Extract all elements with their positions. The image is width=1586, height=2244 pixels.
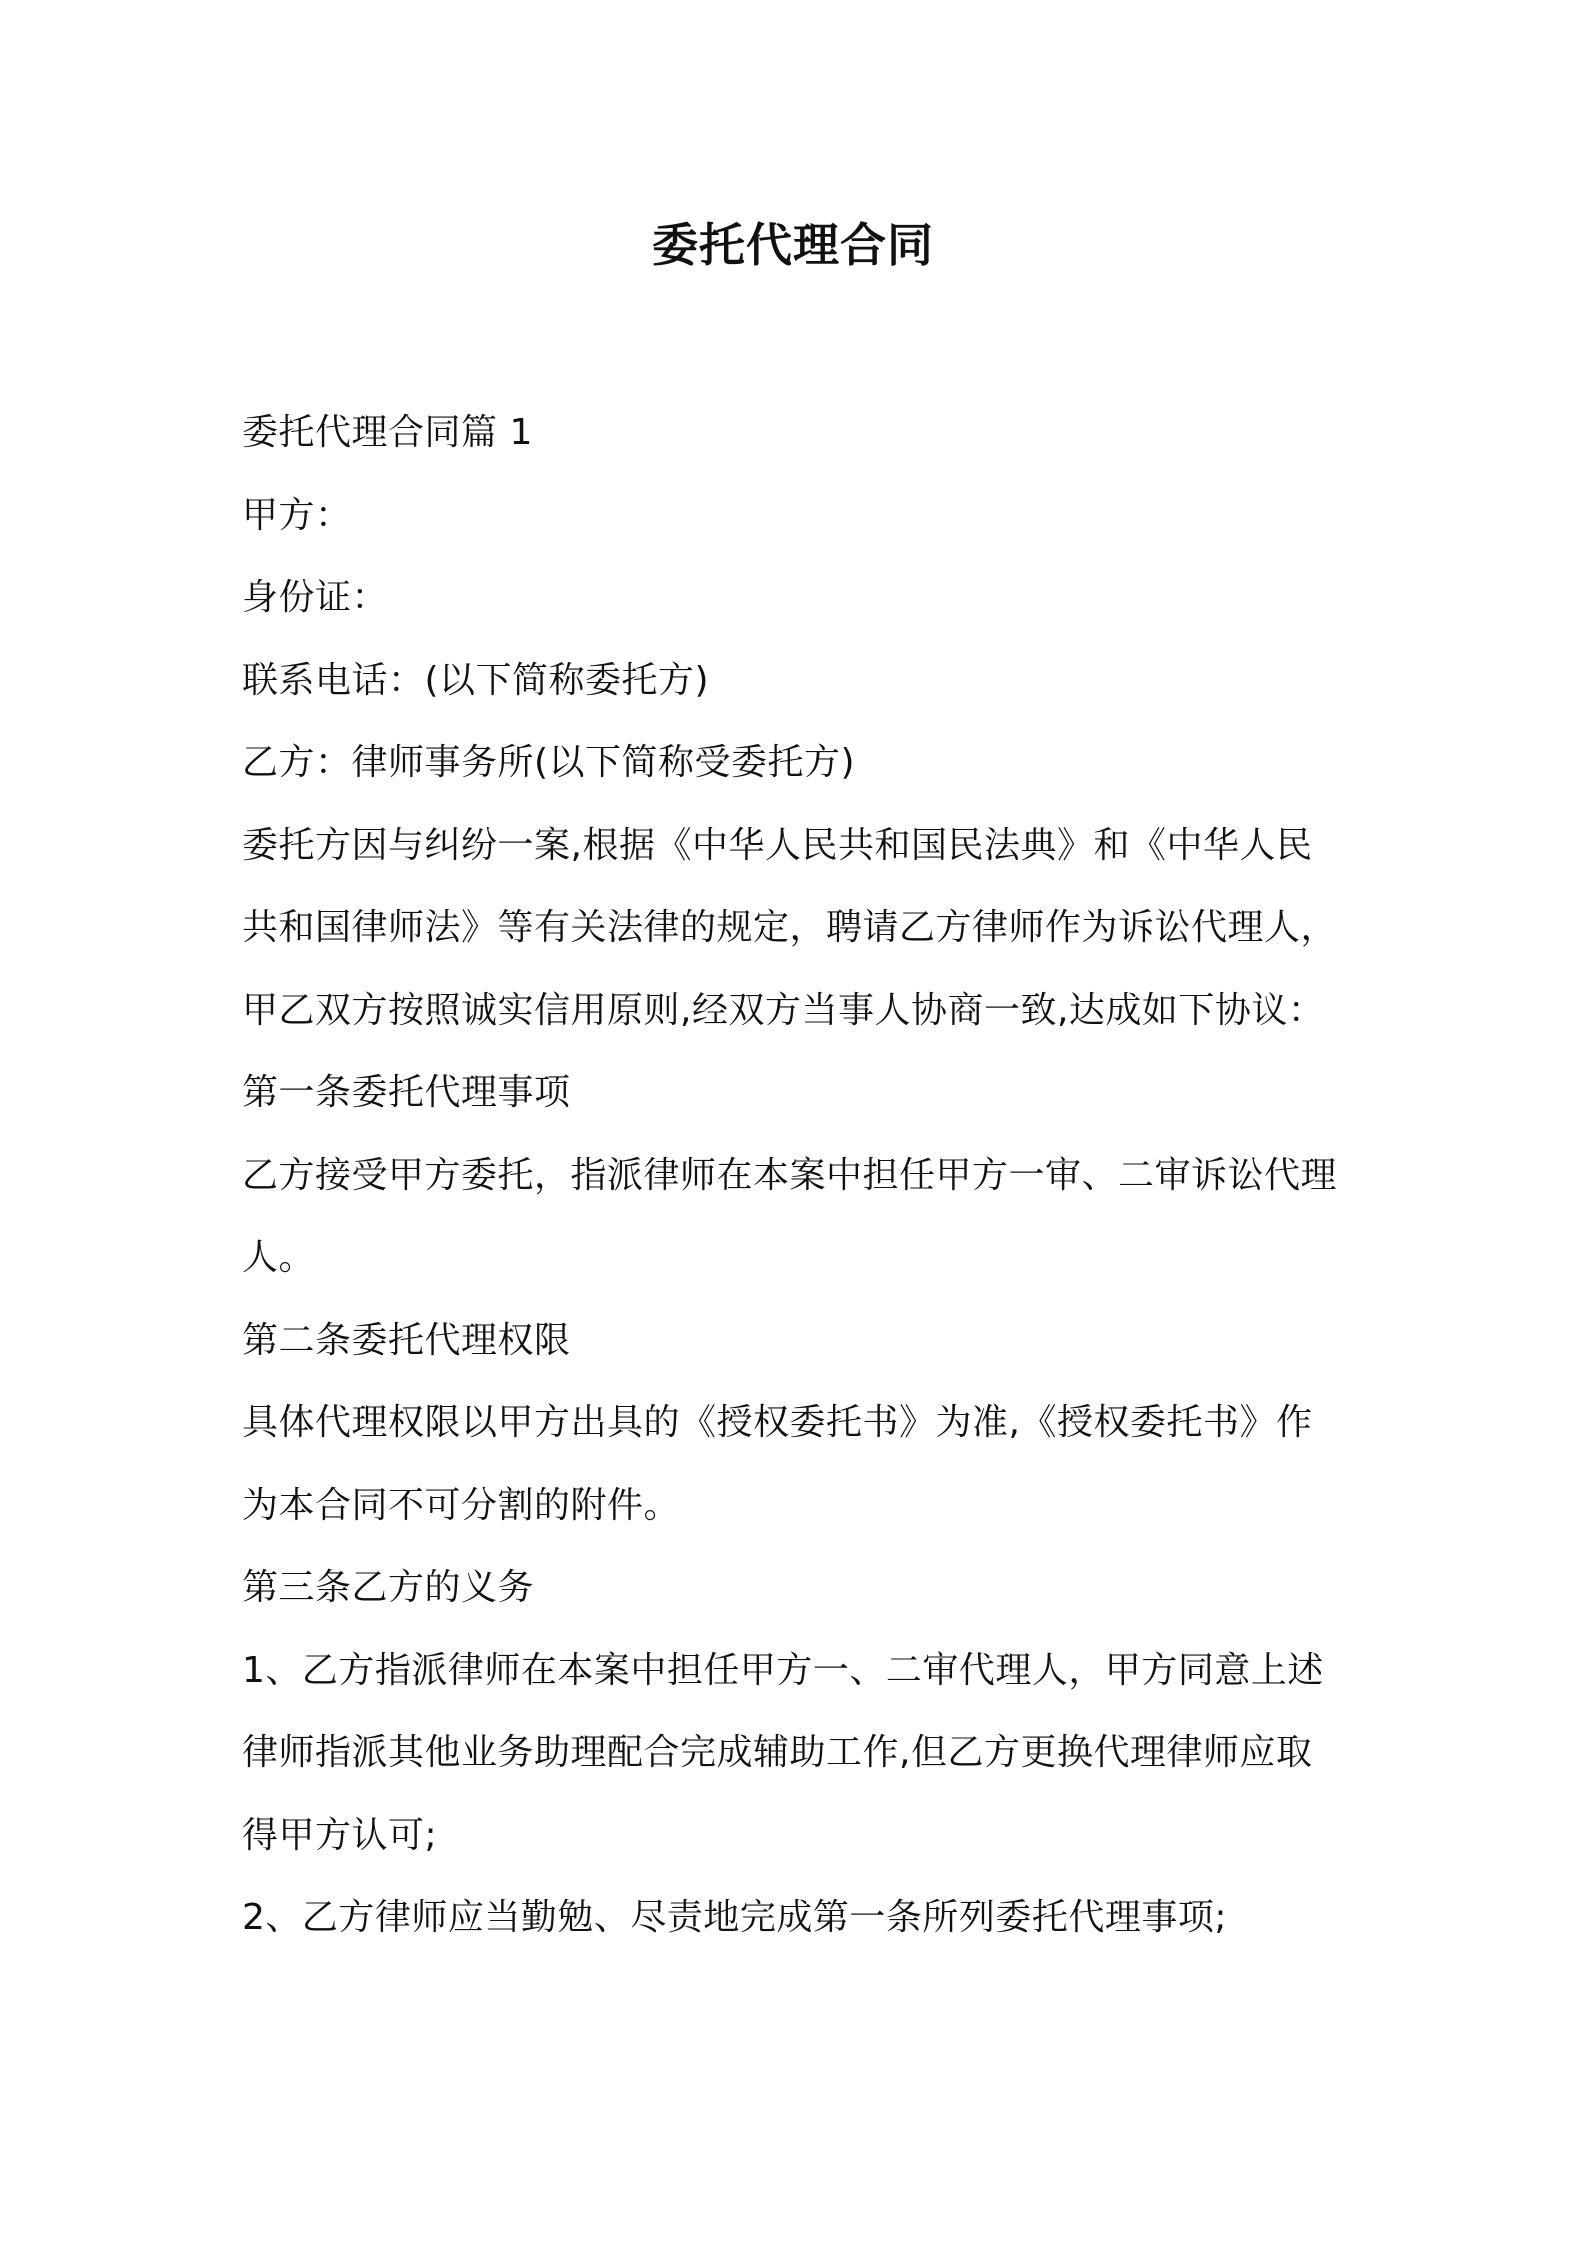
paragraph-line: 人。 bbox=[242, 1237, 316, 1278]
phone-label: 联系电话：(以下简称委托方) bbox=[242, 659, 710, 701]
article-heading: 第三条乙方的义务 bbox=[242, 1567, 535, 1608]
article-heading: 第二条委托代理权限 bbox=[242, 1319, 571, 1361]
paragraph-line: 委托方因与纠纷一案,根据《中华人民共和国民法典》和《中华人民 bbox=[242, 824, 1313, 866]
paragraph-line: 为本合同不可分割的附件。 bbox=[242, 1484, 681, 1526]
id-card-label: 身份证： bbox=[242, 577, 389, 618]
article-heading: 第一条委托代理事项 bbox=[242, 1072, 571, 1113]
paragraph-line: 具体代理权限以甲方出具的《授权委托书》为准,《授权委托书》作 bbox=[242, 1402, 1313, 1443]
section-heading: 委托代理合同篇 1 bbox=[242, 412, 533, 453]
paragraph-line: 律师指派其他业务助理配合完成辅助工作,但乙方更换代理律师应取 bbox=[242, 1732, 1313, 1773]
document-body bbox=[242, 392, 1362, 1960]
paragraph-line: 2、乙方律师应当勤勉、尽责地完成第一条所列委托代理事项; bbox=[242, 1897, 1228, 1938]
party-a-label: 甲方： bbox=[242, 494, 352, 536]
paragraph-line: 甲乙双方按照诚实信用原则,经双方当事人协商一致,达成如下协议： bbox=[242, 989, 1325, 1031]
paragraph-line: 得甲方认可; bbox=[242, 1814, 438, 1856]
paragraph-line: 1、乙方指派律师在本案中担任甲方一、二审代理人，甲方同意上述 bbox=[242, 1649, 1324, 1691]
paragraph-line: 共和国律师法》等有关法律的规定，聘请乙方律师作为诉讼代理人， bbox=[242, 907, 1338, 948]
paragraph-line: 乙方接受甲方委托，指派律师在本案中担任甲方一审、二审诉讼代理 bbox=[242, 1154, 1338, 1196]
party-b-label: 乙方：律师事务所(以下简称受委托方) bbox=[242, 742, 856, 783]
document-title: 委托代理合同 bbox=[652, 218, 934, 272]
